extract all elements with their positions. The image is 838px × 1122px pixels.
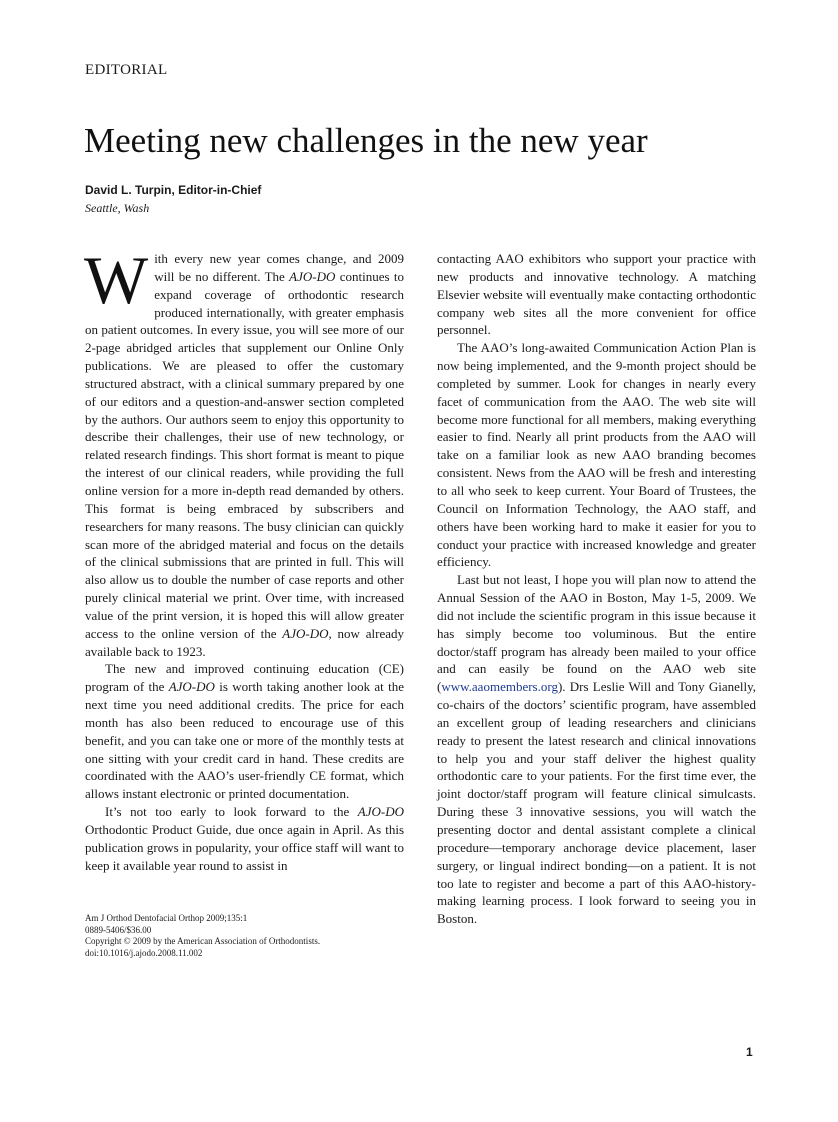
journal-citation: Am J Orthod Dentofacial Orthop 2009;135:1	[85, 913, 248, 923]
right-column	[437, 250, 756, 928]
paragraph-continued: contacting AAO exhibitors who support your practice with new products and innovative technology. A matching Elsevier website will eventually make contacting orthodontic company web sites all the more convenient for office personnel.	[437, 251, 756, 338]
paragraph-ce-program	[85, 660, 404, 803]
author-line: David L. Turpin, Editor-in-Chief	[85, 183, 262, 197]
citation-footnote	[85, 913, 405, 959]
paragraph-product-guide	[85, 803, 404, 874]
paragraph-communication-plan: The AAO’s long-awaited Communication Action Plan is now being implemented, and the 9-month project should be completed by summer. Look for changes in nearly every facet of communication from the AAO. The web site will become more functional for all members, making everything easier to find. Nearly all print products from the AAO will take on a familiar look as new AAO branding becomes consistent. News from the AAO will be fresh and interesting to all who seek to keep current. Your Board of Trustees, the Council on Information Technology, the AAO staff, and others have been working hard to make it easier for you to conduct your practice with increased knowledge and greater efficiency.	[437, 340, 756, 570]
article-title: Meeting new challenges in the new year	[84, 121, 648, 160]
journal-name: AJO-DO	[357, 804, 404, 820]
website-link[interactable]: www.aaomembers.org	[441, 679, 558, 695]
section-label: EDITORIAL	[85, 62, 168, 78]
paragraph-text: Orthodontic Product Guide, due once again in April. As this publication grows in popularity, your office staff will want to keep it available year round to assist in	[85, 822, 404, 873]
paragraph-text: ith every new year comes change, and 2009 will be no different. The	[154, 251, 404, 284]
paragraph-intro	[84, 242, 404, 660]
author-affiliation: Seattle, Wash	[85, 201, 150, 215]
paragraph-text: Last but not least, I hope you will plan now to attend the Annual Session of the AAO in Boston, May 1-5, 2009. We did not include the scientific program in this issue because it has simply become too voluminous. But the entire doctor/staff program has already been mailed to your office and can easily be found on the AAO web site (	[437, 572, 756, 695]
left-column	[84, 242, 404, 875]
page-number: 1	[746, 1045, 753, 1059]
paragraph-text: , now already available back to 1923.	[85, 625, 404, 659]
paragraph-annual-session	[437, 571, 756, 928]
journal-name: AJO-DO	[289, 268, 336, 284]
issn-price: 0889-5406/$36.00	[85, 924, 152, 935]
paragraph-text: is worth taking another look at the next time you need additional credits. The price for each month has also been reduced to encourage use of this benefit, and you can take one or more of the monthly tests at one sitting with your credit card in hand. These credits are coordinated with the AAO’s user-friendly CE format, which allows instant electronic or printed documentation.	[85, 679, 404, 802]
journal-name: AJO-DO	[282, 625, 329, 641]
paragraph-text: ). Drs Leslie Will and Tony Gianelly, co-chairs of the doctors’ scientific program, have assembled an excellent group of leading researchers and clinicians ready to present the latest research and clinical innovations to help you and your staff deliver the highest quality orthodontic care to your patients. For the first time ever, the joint doctor/staff program will feature clinical simulcasts. During these 3 innovative sessions, you will watch the presenting doctor and dental assistant complete a clinical procedure—temporary anchorage device placement, laser surgery, or lingual indirect bonding—on a patient. It is not too late to register and become a part of this AAO-history-making learning process. I look forward to seeing you in Boston.	[437, 679, 756, 927]
copyright-notice: Copyright © 2009 by the American Association of Orthodontists.	[85, 936, 321, 946]
paragraph-text: continues to expand coverage of orthodontic research produced internationally, with greater emphasis on patient outcomes. In every issue, you will see more of our 2-page abridged articles that supplement our Online Only publications. We are pleased to offer the customary structured abstract, with a clinical summary prepared by one of our editors and a question-and-answer section completed by the authors. Our authors seem to enjoy this opportunity to describe their challenges, their use of new technology, or related research findings. This short format is meant to pique the interest of our clinical readers, while providing the full online version for a more in-depth read demanded by others. This format is being embraced by subscribers and researchers for many reasons. The busy clinician can quickly scan more of the abridged material and focus on the details of the clinical submissions that are printed in full. This will also allow us to double the number of case reports and other purely clinical material we print. Over time, with increased value of the print version, it is hoped this will allow greater access to the online version of the	[85, 268, 404, 641]
paragraph-text: It’s not too early to look forward to the	[105, 804, 358, 820]
paragraph-text: The new and improved continuing education (CE) program of the	[85, 661, 404, 695]
doi: doi:10.1016/j.ajodo.2008.11.002	[85, 947, 203, 958]
journal-name: AJO-DO	[168, 679, 215, 695]
drop-cap: W	[84, 242, 149, 318]
